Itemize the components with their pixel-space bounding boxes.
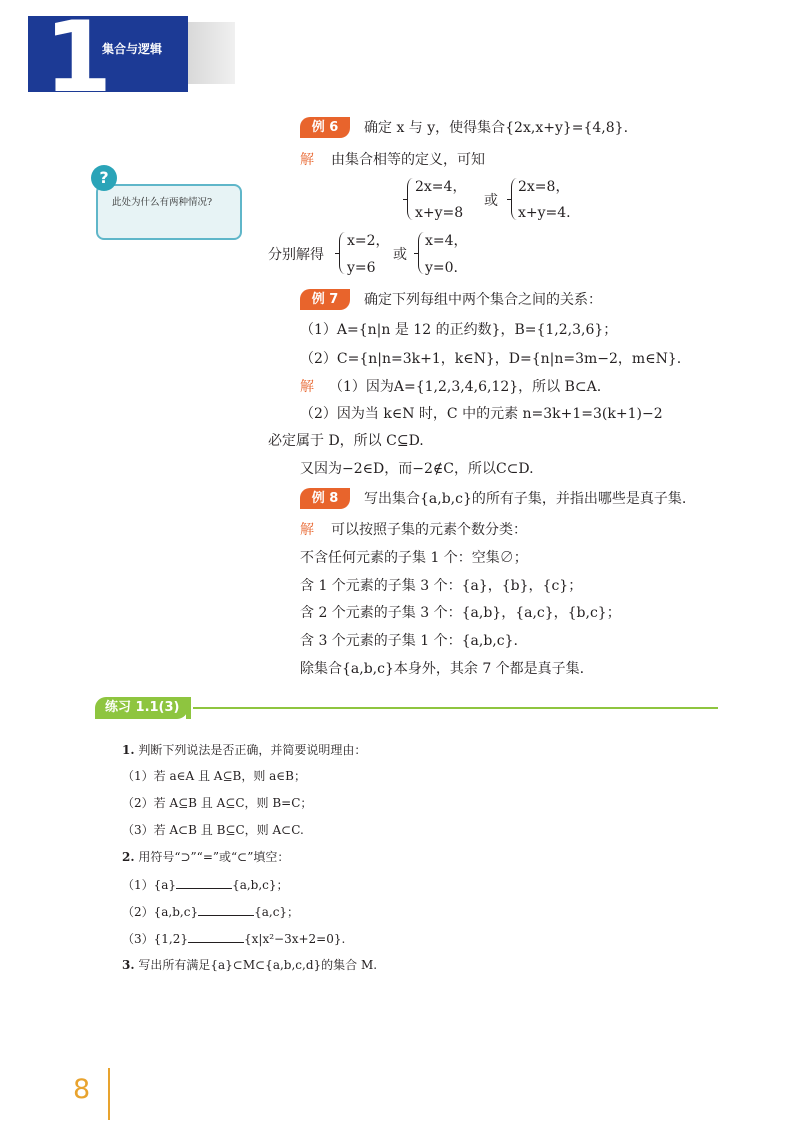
question-number: 1.	[122, 743, 135, 757]
question-2-item-3	[122, 930, 345, 947]
question-text: 判断下列说法是否正确，并简要说明理由：	[138, 743, 367, 757]
fill-in-blank[interactable]	[188, 930, 244, 943]
example-7-part-1: （1）A={n|n 是 12 的正约数}，B={1,2,3,6}；	[300, 322, 618, 338]
chapter-number: 1	[44, 1, 113, 115]
system-2-eq-2: x+y=4.	[518, 205, 571, 221]
question-1	[122, 742, 366, 758]
question-number: 2.	[122, 850, 135, 864]
example-8-solution-5: 含 3 个元素的子集 1 个：{a,b,c}.	[300, 633, 518, 649]
item-left: （3）{1,2}	[122, 932, 188, 946]
question-text: 用符号“⊃”“=”或“⊂”填空：	[138, 850, 290, 864]
exercise-header-cap	[186, 697, 191, 719]
exercise-divider	[193, 707, 718, 709]
example-8-solution-3: 含 1 个元素的子集 3 个：{a}，{b}，{c}；	[300, 578, 583, 594]
question-number: 3.	[122, 958, 135, 972]
brace-tip	[507, 199, 511, 200]
example-7-solution-4: 又因为−2∈D，而−2∉C，所以C⊂D.	[300, 461, 534, 477]
item-left: （1）{a}	[122, 878, 177, 892]
item-right: {x|x²−3x+2=0}.	[244, 932, 346, 946]
item-left: （2）{a,b,c}	[122, 905, 199, 919]
brace-tip	[414, 253, 418, 254]
system-1-eq-2: x+y=8	[415, 205, 464, 221]
chapter-title: 集合与逻辑	[102, 42, 163, 56]
brace	[407, 178, 413, 220]
example-8-solution-1: 可以按照子集的元素个数分类：	[331, 522, 527, 538]
system-2-eq-1: 2x=8，	[518, 179, 570, 195]
example-7-badge: 例 7	[300, 289, 350, 310]
question-2-item-1	[122, 876, 289, 893]
solution-label: 解	[300, 522, 314, 538]
question-2-item-2	[122, 903, 299, 920]
brace-tip	[403, 199, 407, 200]
brace	[339, 232, 345, 274]
example-6-solution: 由集合相等的定义，可知	[331, 152, 485, 168]
fill-in-blank[interactable]	[198, 903, 254, 916]
example-8-text: 写出集合{a,b,c}的所有子集，并指出哪些是真子集.	[364, 491, 687, 507]
example-6-badge: 例 6	[300, 117, 350, 138]
solve-label: 分别解得	[268, 247, 324, 263]
exercise-title: 练习 1.1(3)	[95, 697, 188, 719]
system-4-eq-2: y=0.	[425, 260, 458, 276]
or-word: 或	[484, 193, 498, 209]
system-1-eq-1: 2x=4，	[415, 179, 467, 195]
system-4-eq-1: x=4，	[425, 233, 468, 249]
margin-note-text: 此处为什么有两种情况?	[112, 197, 213, 208]
question-1-item-2: （2）若 A⊆B 且 A⊆C，则 B=C；	[122, 796, 313, 810]
question-1-item-1: （1）若 a∈A 且 A⊆B，则 a∈B；	[122, 769, 306, 783]
fill-in-blank[interactable]	[176, 876, 232, 889]
brace-tip	[335, 253, 339, 254]
item-right: {a,c}；	[254, 905, 300, 919]
example-7-solution-1: （1）因为A={1,2,3,4,6,12}，所以 B⊂A.	[329, 379, 602, 395]
margin-note-box	[96, 184, 242, 240]
or-word: 或	[393, 247, 407, 263]
example-7-solution-2: （2）因为当 k∈N 时，C 中的元素 n=3k+1=3(k+1)−2	[300, 406, 663, 422]
system-3-eq-2: y=6	[347, 260, 376, 276]
solution-label: 解	[300, 152, 314, 168]
brace	[418, 232, 424, 274]
example-7-part-2: （2）C={n|n=3k+1，k∈N}，D={n|n=3m−2，m∈N}.	[300, 351, 682, 367]
item-right: {a,b,c}；	[232, 878, 289, 892]
question-text: 写出所有满足{a}⊂M⊂{a,b,c,d}的集合 M.	[138, 958, 378, 972]
question-1-item-3: （3）若 A⊂B 且 B⊆C，则 A⊂C.	[122, 823, 304, 837]
example-8-solution-2: 不含任何元素的子集 1 个：空集∅；	[300, 550, 528, 566]
example-7-text: 确定下列每组中两个集合之间的关系：	[364, 292, 602, 308]
question-3	[122, 957, 377, 973]
solution-label: 解	[300, 379, 314, 395]
example-7-solution-3: 必定属于 D，所以 C⊆D.	[268, 433, 424, 449]
page-number-bar	[108, 1068, 110, 1120]
system-3-eq-1: x=2，	[347, 233, 390, 249]
example-8-solution-6: 除集合{a,b,c}本身外，其余 7 个都是真子集.	[300, 661, 585, 677]
question-2	[122, 849, 289, 865]
brace	[511, 178, 517, 220]
example-6-text: 确定 x 与 y，使得集合{2x,x+y}={4,8}.	[364, 120, 629, 136]
example-8-solution-4: 含 2 个元素的子集 3 个：{a,b}，{a,c}，{b,c}；	[300, 605, 621, 621]
example-8-badge: 例 8	[300, 488, 350, 509]
page-number: 8	[73, 1074, 91, 1105]
question-mark-icon: ?	[91, 165, 117, 191]
